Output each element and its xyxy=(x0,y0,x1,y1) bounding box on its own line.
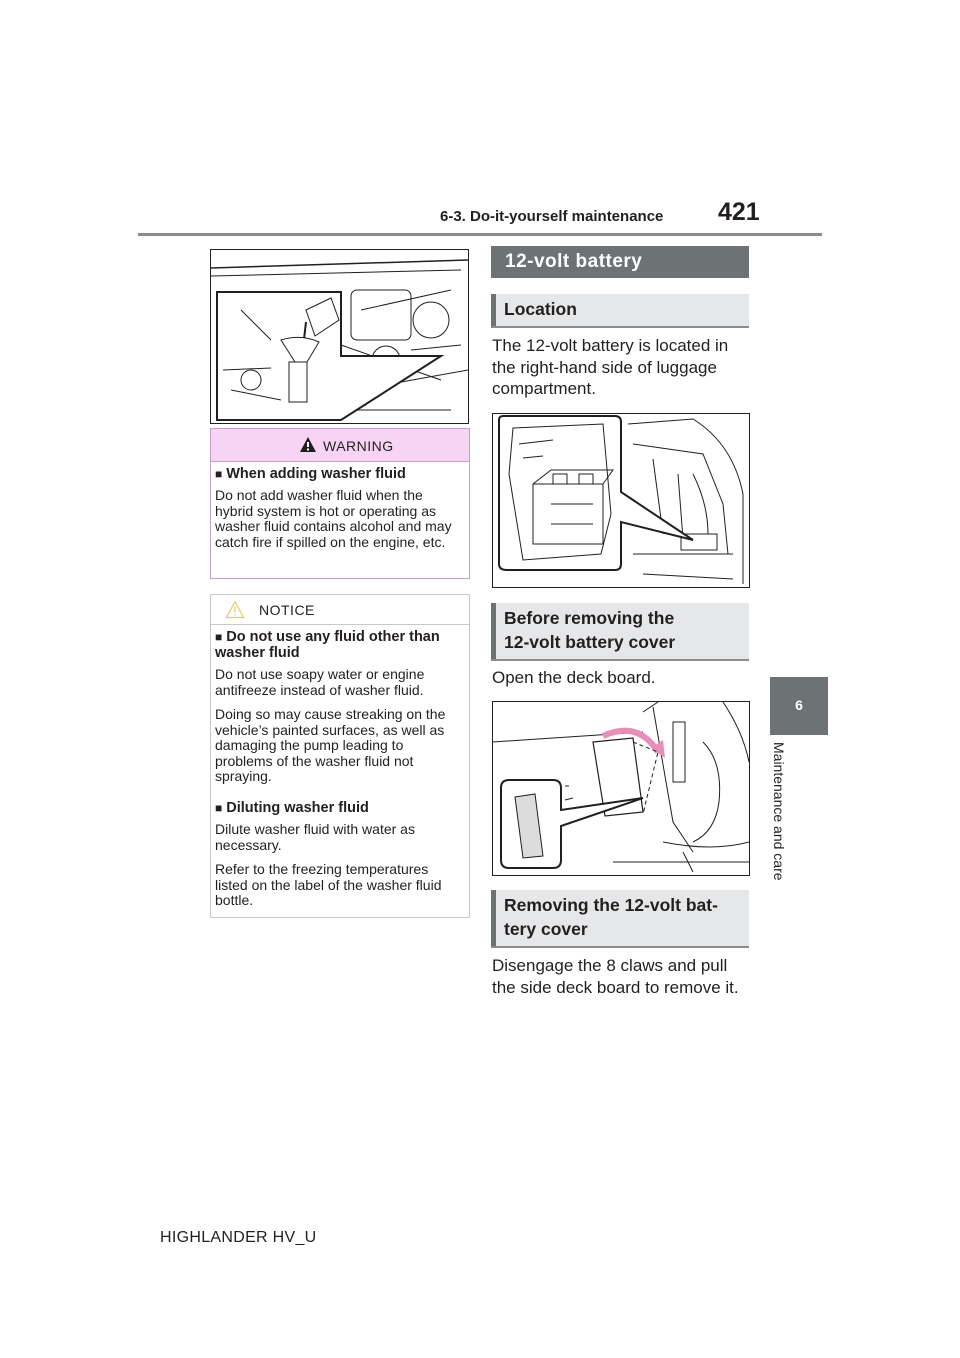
notice-item1-title: ■ Do not use any fluid other than washer fluid xyxy=(215,629,440,661)
warning-header xyxy=(211,429,469,462)
battery-location-illustration xyxy=(492,413,750,588)
before-heading-line1: Before removing the xyxy=(504,608,675,628)
chapter-title-text: Maintenance and care xyxy=(771,742,787,881)
notice-item2-p1: Dilute washer fluid with water as necessary. xyxy=(215,821,415,853)
notice-title: NOTICE xyxy=(259,602,315,618)
chapter-number: 6 xyxy=(795,697,803,713)
notice-item2-title: ■ Diluting washer fluid xyxy=(215,800,369,816)
before-removing-heading xyxy=(491,603,749,661)
warning-icon xyxy=(299,436,317,453)
caution-icon xyxy=(225,600,245,619)
notice-item1-p2: Doing so may cause streaking on the vehicle’s painted surfaces, as well as damaging the pump leading to problems of the washer fluid not spraying. xyxy=(215,706,446,784)
bullet-icon: ■ xyxy=(215,801,223,815)
model-footer: HIGHLANDER HV_U xyxy=(160,1229,317,1246)
notice-box xyxy=(210,594,470,918)
deck-board-illustration xyxy=(492,701,750,876)
before-heading-line2: 12-volt battery cover xyxy=(504,632,676,652)
bullet-icon: ■ xyxy=(215,467,223,481)
engine-washer-illustration xyxy=(210,249,469,424)
notice-item1-p1: Do not use soapy water or engine antifreeze instead of washer fluid. xyxy=(215,666,425,698)
warning-box xyxy=(210,428,470,579)
notice-item2-p2: Refer to the freezing temperatures listed on the label of the washer fluid bottle. xyxy=(215,861,442,908)
before-text: Open the deck board. xyxy=(492,668,656,687)
warning-item-title: ■ When adding washer fluid xyxy=(215,466,406,482)
notice-header xyxy=(211,595,469,625)
section-heading xyxy=(491,246,749,278)
section-title: 6-3. Do-it-yourself maintenance xyxy=(440,208,664,225)
removing-heading xyxy=(491,890,749,948)
warning-title: WARNING xyxy=(323,438,394,454)
location-heading-text: Location xyxy=(504,299,577,319)
removing-text: Disengage the 8 claws and pull the side deck board to remove it. xyxy=(492,956,739,997)
header-divider xyxy=(138,233,822,236)
section-heading-text: 12-volt battery xyxy=(505,251,643,272)
removing-heading-line2: tery cover xyxy=(504,919,588,939)
warning-item-text: Do not add washer fluid when the hybrid system is hot or operating as washer fluid contains alcohol and may catch fire if spilled on the engine, etc. xyxy=(215,487,452,550)
bullet-icon: ■ xyxy=(215,630,223,644)
chapter-title xyxy=(771,742,791,917)
removing-heading-line1: Removing the 12-volt bat- xyxy=(504,895,718,915)
location-text: The 12-volt battery is located in the right-hand side of luggage compartment. xyxy=(492,336,729,398)
location-heading xyxy=(491,294,749,328)
page-number: 421 xyxy=(718,198,760,226)
